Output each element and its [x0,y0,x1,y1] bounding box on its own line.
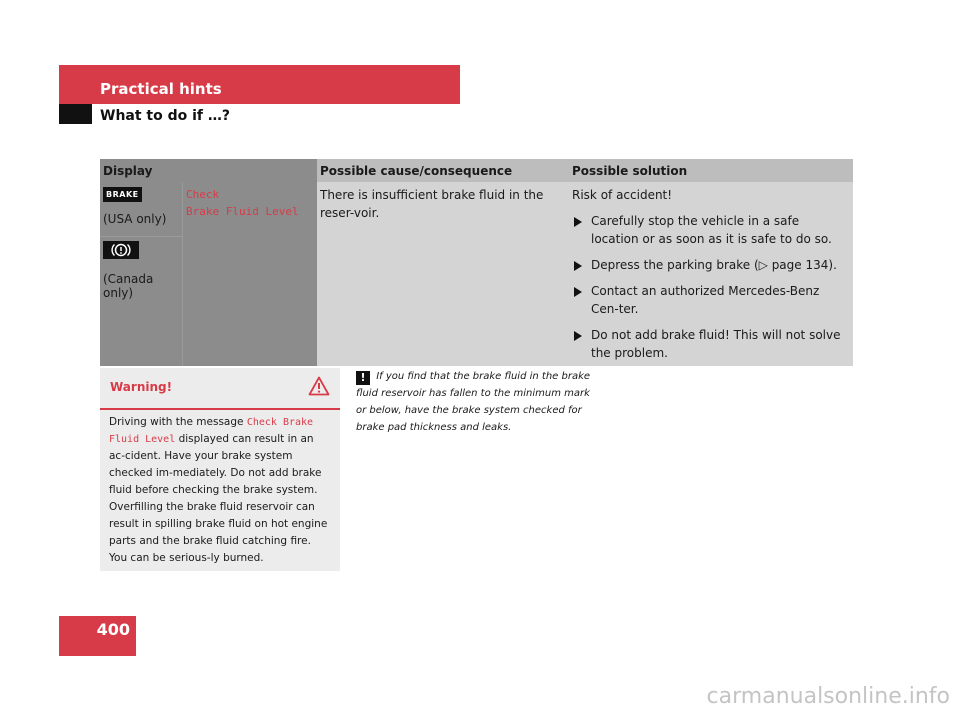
bullet-arrow-icon [574,287,582,297]
icon-caption-usa: (USA only) [103,212,167,226]
table-row [100,182,853,366]
warning-header [100,368,340,410]
note-text: If you find that the brake fluid in the brake fluid reservoir has fallen to the minimum mark or below, have the brake system checked for brake pad thickness and leaks. [356,371,591,433]
brake-warning-icon: BRAKE [103,187,142,202]
watermark: carmanualsonline.info [706,684,950,709]
note [356,368,602,436]
icon-block-canada [100,236,182,310]
subsection-marker [59,104,92,124]
subsection-title: What to do if …? [100,108,231,124]
solution-step-text: Do not add brake fluid! This will not solve the problem. [591,328,841,360]
column-header-cause: Possible cause/consequence [317,159,569,182]
bullet-arrow-icon [574,217,582,227]
solution-step-text: Contact an authorized Mercedes-Benz Cen-ter. [591,284,820,316]
icon-caption-canada: (Canada only) [103,272,154,300]
warning-text-before: Driving with the message [109,416,244,428]
brake-circle-warning-icon [103,241,139,259]
warning-text-after: displayed can result in an ac-cident. Have your brake system checked im-mediately. Do not add brake fluid before checking the brake system. Overfilling the brake fluid reservoir can result in spilling brake fluid on hot engine parts and the brake fluid catching fire. You can be serious-ly burned. [109,433,328,564]
note-exclamation-icon: ! [356,371,370,385]
solution-step-text: Depress the parking brake (▷ page 134). [591,258,837,272]
display-message-line-2: Brake Fluid Level [186,205,299,218]
solution-step [572,256,850,274]
column-header-solution: Possible solution [569,159,853,182]
section-title: Practical hints [100,80,222,98]
solution-step [572,212,850,248]
display-message-cell [183,182,318,366]
page-number: 400 [59,616,136,656]
cause-cell: There is insufficient brake fluid in the reser-voir. [317,182,569,366]
solution-step-text: Carefully stop the vehicle in a safe location or as soon as it is safe to do so. [591,214,832,246]
display-message-table [100,159,853,366]
display-icon-cell [100,182,183,366]
column-header-display: Display [100,159,317,182]
solution-step [572,282,850,318]
solution-intro: Risk of accident! [572,188,673,202]
warning-box [100,368,340,571]
solution-step [572,326,850,362]
solution-cell [569,182,853,366]
bullet-arrow-icon [574,331,582,341]
display-message-line-1: Check [186,188,220,201]
bullet-arrow-icon [574,261,582,271]
icon-block-usa [100,182,182,236]
warning-title: Warning! [110,380,173,394]
warning-message: Check Brake Fluid Level [109,417,314,445]
warning-body [100,410,340,567]
table-header-row [100,159,853,182]
warning-triangle-icon [308,376,330,400]
